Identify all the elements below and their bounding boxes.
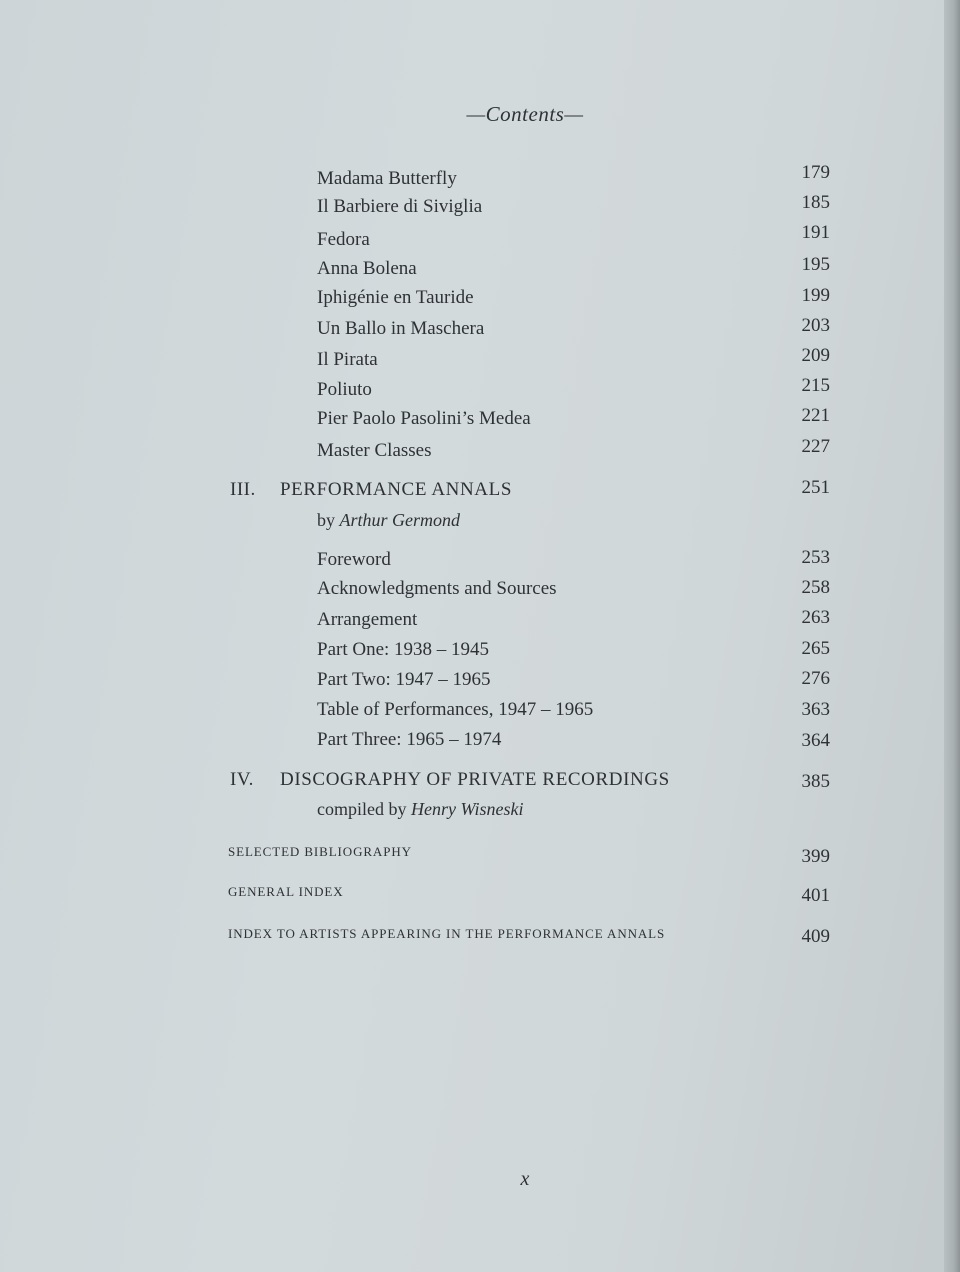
toc-entry-title: Il Pirata [317, 349, 378, 370]
toc-entry-title: Master Classes [317, 440, 432, 461]
page-title: —Contents— [466, 102, 584, 126]
toc-entry-page: 265 [801, 638, 830, 659]
toc-entry-title: Part Two: 1947 – 1965 [317, 669, 491, 690]
toc-entry-page: 203 [801, 315, 830, 336]
toc-entry-page: 209 [801, 345, 830, 366]
section-page: 385 [801, 771, 830, 792]
toc-entry-title: Pier Paolo Pasolini’s Medea [317, 408, 531, 429]
toc-entry-page: 258 [801, 577, 830, 598]
back-matter-page: 409 [801, 926, 830, 947]
section-page: 251 [801, 477, 830, 498]
page-edge-shadow [944, 0, 960, 1272]
toc-entry-page: 191 [801, 222, 830, 243]
toc-entry-title: Acknowledgments and Sources [317, 578, 557, 599]
toc-entry-title: Anna Bolena [317, 258, 417, 279]
toc-entry-page: 263 [801, 607, 830, 628]
section-number: III. [230, 479, 256, 500]
section-number: IV. [230, 769, 254, 790]
back-matter-title: GENERAL INDEX [228, 884, 344, 899]
byline-author: Arthur Germond [339, 510, 460, 530]
toc-entry-title: Part One: 1938 – 1945 [317, 639, 490, 660]
toc-entry-title: Part Three: 1965 – 1974 [317, 729, 502, 750]
toc-entry-title: Iphigénie en Tauride [317, 287, 474, 308]
section-title: DISCOGRAPHY OF PRIVATE RECORDINGS [280, 769, 670, 790]
back-matter-title: SELECTED BIBLIOGRAPHY [228, 844, 412, 859]
toc-entry-page: 221 [801, 405, 830, 426]
toc-entry-title: Fedora [317, 229, 370, 250]
toc-entry-page: 195 [801, 254, 830, 275]
toc-entry-title: Il Barbiere di Siviglia [317, 196, 483, 217]
toc-entry-title: Foreword [317, 549, 391, 570]
toc-entry-title: Madama Butterfly [317, 168, 457, 189]
toc-entry-page: 276 [801, 668, 830, 689]
toc-entry-page: 215 [801, 375, 830, 396]
back-matter-title: INDEX TO ARTISTS APPEARING IN THE PERFORMANCE ANNALS [228, 926, 666, 941]
byline-prefix: compiled by [317, 799, 407, 819]
toc-entry-title: Table of Performances, 1947 – 1965 [317, 699, 594, 720]
toc-entry-page: 185 [801, 192, 830, 213]
toc-entry-title: Un Ballo in Maschera [317, 318, 485, 339]
byline-author: Henry Wisneski [410, 799, 524, 819]
toc-entry-page: 363 [801, 699, 830, 720]
toc-entry-page: 253 [801, 547, 830, 568]
toc-entry-title: Arrangement [317, 609, 418, 630]
section-title: PERFORMANCE ANNALS [280, 479, 512, 500]
toc-entry-page: 364 [801, 730, 830, 751]
back-matter-page: 399 [801, 846, 830, 867]
page-folio: x [520, 1168, 530, 1190]
toc-entry-page: 199 [801, 285, 830, 306]
byline-prefix: by [317, 510, 335, 530]
back-matter-page: 401 [801, 885, 830, 906]
toc-entry-page: 179 [801, 162, 830, 183]
toc-entry-page: 227 [801, 436, 830, 457]
toc-entry-title: Poliuto [317, 379, 372, 400]
